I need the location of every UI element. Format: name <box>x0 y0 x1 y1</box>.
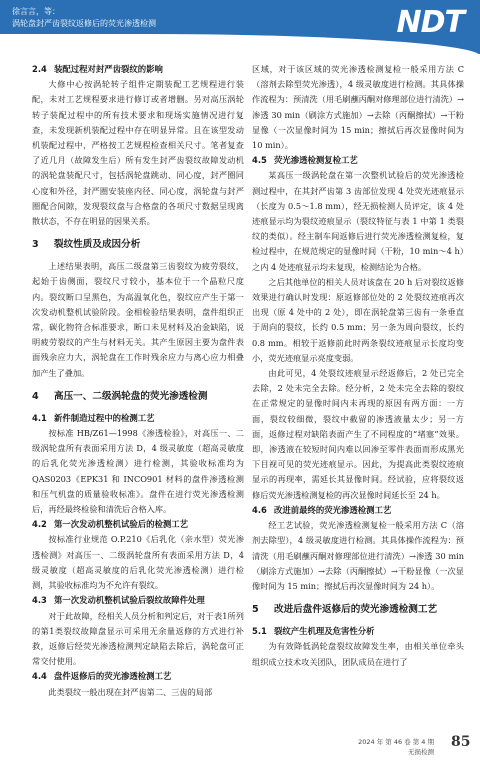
body-paragraph: 为有效降低涡轮盘裂纹故障发生率，由相关单位牵头组织成立技术攻关团队，团队成员在进行了 <box>252 641 464 667</box>
body-paragraph: 经工艺试验，荧光渗透检测复检一般采用方法 C（溶剂去除型），4 级灵敏度进行检测。其具体操作流程为：预清洗（用毛刷蘸丙酮对修理部位进行清洗）→渗透 30 min（刷涂方式施加）→去除（丙酮擦拭）→干粉显像（一次显像时间为 15 min；擦拭后再次显像时间为 24 h）。 <box>252 520 464 591</box>
body-paragraph: 按标准行业规范 O.P.210《后乳化（亲水型）荧光渗透检测》对高压一、二级涡轮盘所有表面采用方法 D，4 级灵敏度（超高灵敏度的后乳化荧光渗透检测）进行检测，其验收标准均为不允许有裂纹。 <box>32 534 244 591</box>
heading-text: 高压一、二级涡轮盘的荧光渗透检测 <box>54 390 208 402</box>
heading-text: 新件制造过程中的检测工艺 <box>54 412 155 423</box>
subsection-heading <box>252 153 464 168</box>
body-paragraph: 某高压一级涡轮盘在第一次整机试验后的荧光渗透检测过程中，在其封严齿第 3 齿部位发现 4 处荧光迹痕显示（长度为 0.5～1.8 mm），经无损检测人员评定，该 4 处迹痕显示均为裂纹迹痕显示（裂纹特征与表 1 中第 1 类裂纹的类似）。经主制车间返修后进行荧光渗透检测复检，复检过程中，在规范规定的显像时间（干粉，10 min～4 h）之内 4 处迹痕显示均未复现，检测结论为合格。 <box>252 170 464 272</box>
body-paragraph: 对于此故障，经相关人员分析和判定后，对于表1所列的第1类裂纹故障盘显示可采用无余量返修的方式进行补救，返修后经荧光渗透检测判定缺陷去除后，涡轮盘可正常交付使用。 <box>32 610 244 667</box>
heading-number: 4.3 <box>32 595 47 606</box>
heading-text: 盘件返修后的荧光渗透检测工艺 <box>54 671 172 682</box>
subsection-heading <box>32 593 244 608</box>
subsection-heading <box>252 624 464 639</box>
heading-number: 4.5 <box>252 155 267 166</box>
heading-number: 4.4 <box>32 671 47 682</box>
subsection-heading <box>32 62 244 77</box>
body-paragraph: 区域，对于该区域的荧光渗透检测复检一般采用方法 C（溶剂去除型荧光渗透），4 级灵敏度进行检测。其具体操作流程为：预清洗（用毛刷蘸丙酮对修理部位进行清洗）→渗透 30 min（刷涂方式施加）→去除（丙酮擦拭）→干粉显像（一次显像时间为 15 min；擦拭后再次显像时间为 10 min）。 <box>252 64 464 151</box>
body-paragraph: 之后其他单位的相关人员对该盘在 20 h 后对裂纹返修效果进行确认时发现：原返修部位处的 2 处裂纹迹痕再次出现（原 4 处中的 2 处），即在涡轮盘第三齿有一条垂直于周向的裂纹，长约 0.5 mm；另一条为周向裂纹，长约 0.8 mm。相较于返修前此时两条裂纹迹痕显示长度均变小，荧光迹痕显示亮度变弱。 <box>252 276 464 363</box>
heading-text: 裂纹性质及成因分析 <box>54 239 141 251</box>
section-heading <box>32 237 244 252</box>
section-heading <box>32 389 244 404</box>
heading-text: 改进前最终的荧光渗透检测工艺 <box>274 504 392 515</box>
journal-logo: NDT <box>396 5 464 40</box>
body-paragraph: 按标准 HB/Z61—1998《渗透检验》，对高压一、二级涡轮盘所有表面采用方法 D，4 级灵敏度（超高灵敏度的后乳化荧光渗透检测）进行检测，其验收标准均为 QAS0203《EPK31 和 INCO901 材料的盘件渗透检测和压气机盘的质量验收标准》。盘件在进行荧光渗透检测后，再经最终检验和清洗后合格入库。 <box>32 428 244 515</box>
heading-number: 2.4 <box>32 64 47 74</box>
body-paragraph: 上述结果表明，高压二级盘第三齿裂纹为疲劳裂纹，起始于齿侧面，裂纹尺寸较小，基本位于一个晶粒尺度内。裂纹断口呈黑色，为高温氧化色，裂纹应产生于第一次发动机整机试验阶段。金相检验结果表明，盘件组织正常，碳化物符合标准要求，断口未见材料及冶金缺陷，说明疲劳裂纹的产生与材料无关。其产生原因主要为盘件表面残余应力大，涡轮盘在工作时残余应力与离心应力相叠加产生了叠加。 <box>32 261 244 378</box>
heading-number: 4.6 <box>252 504 267 515</box>
subsection-heading <box>32 669 244 684</box>
heading-text: 改进后盘件返修后的荧光渗透检测工艺 <box>274 604 438 616</box>
heading-number: 5.1 <box>252 626 267 637</box>
journal-name: 无损检测 <box>408 748 434 756</box>
heading-number: 5 <box>252 604 259 616</box>
left-column <box>32 62 244 700</box>
heading-text: 第一次发动机整机试验后的检测工艺 <box>54 519 188 530</box>
header-authors: 徐言言，等： <box>12 7 60 16</box>
subsection-heading <box>32 411 244 426</box>
journal-footer <box>358 737 434 757</box>
right-column <box>252 62 464 670</box>
page-number: 85 <box>451 734 471 750</box>
journal-issue: 2024 年 第 46 卷 第 4 期 <box>358 738 434 746</box>
heading-text: 裂纹产生机理及危害性分析 <box>274 626 375 637</box>
heading-text: 装配过程对封严齿裂纹的影响 <box>54 64 163 74</box>
subsection-heading <box>32 517 244 532</box>
heading-number: 4.2 <box>32 519 47 530</box>
page-header <box>0 0 480 54</box>
heading-text: 荧光渗透检测复检工艺 <box>274 155 358 166</box>
subsection-heading <box>252 503 464 518</box>
body-paragraph: 由此可见，4 处裂纹迹痕显示经返修后，2 处已完全去除，2 处未完全去除。经分析，2 处未完全去除的裂纹在正常规定的显像时间内未再现的原因有两方面：一方面，裂纹较细微，裂纹中截留的渗透液量太少；另一方面，返修过程对缺陷表面产生了不同程度的“堵塞”效果。即，渗透液在较短时间内难以回渗至零件表面而形成黑光下目视可见的荧光迹痕显示。因此，为提高此类裂纹迹痕显示的再现率，需延长其显像时间。经试验，应将裂纹返修后荧光渗透检测复检的再次显像时间延长至 24 h。 <box>252 368 464 500</box>
heading-number: 4.1 <box>32 412 47 423</box>
section-heading <box>252 602 464 617</box>
header-article-title: 涡轮盘封严齿裂纹返修后的荧光渗透检测 <box>12 19 156 28</box>
heading-number: 3 <box>32 239 39 251</box>
body-paragraph: 此类裂纹一般出现在封严齿第二、三齿的局部 <box>48 686 213 697</box>
heading-text: 第一次发动机整机试验后裂纹故障件处理 <box>54 595 205 606</box>
heading-number: 4 <box>32 390 39 402</box>
body-paragraph: 大修中心按涡轮转子组件定期装配工艺规程进行装配，未对工艺规程要求进行修订或者增删。另对高压涡轮转子装配过程中的所有技术要求和现场实施情况进行复查，未发现新机装配过程中存在明显异常。且在该型发动机装配过程中，严格按工艺规程检查相关尺寸。笔者复查了近几月（故障发生后）所有发生封严齿裂纹故障发动机的涡轮盘装配尺寸，包括涡轮盘跳动、同心度，封严圈同心度和外径，封严圈安装座内径、同心度，涡轮盘与封严圈配合间隙，发现裂纹盘与合格盘的各项尺寸数据呈现离散状态，不存在明显的因果关系。 <box>32 79 244 227</box>
